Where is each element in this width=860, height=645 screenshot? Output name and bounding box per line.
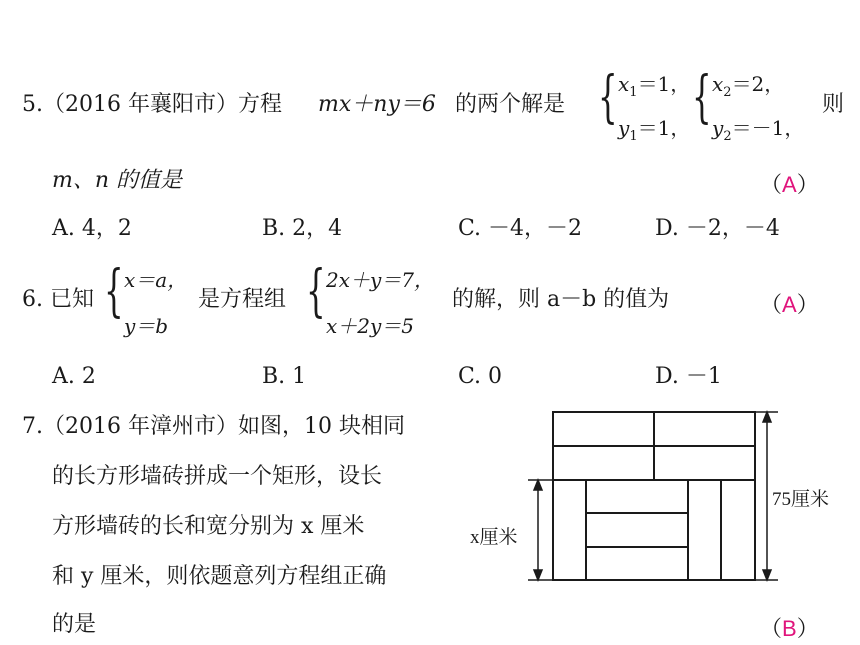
q6-option-a: A. 2 (52, 364, 96, 389)
q6-system-1: x＝a， y＝b (124, 268, 188, 338)
q7-line-3: 方形墙砖的长和宽分别为 x 厘米 (52, 514, 365, 539)
q6-option-b: B. 1 (262, 364, 307, 389)
q6-option-c: C. 0 (458, 364, 503, 389)
q6-suffix: 的解，则 a－b 的值为 (452, 287, 670, 312)
q7-answer: （B） (760, 616, 819, 642)
q5-line1-prefix: 5.（2016 年襄阳市）方程 (22, 92, 289, 117)
q5-solution-2: $x_2=2$， $y_2=-1$， (712, 72, 805, 144)
q5-equation: mx＋ny＝6 (318, 92, 436, 117)
q5-line2: m、n 的值是 (52, 168, 183, 193)
q5-option-b: B. 2，4 (262, 216, 343, 241)
q6-system-2: 2x＋y＝7， x＋2y＝5 (326, 268, 435, 338)
q5-line1-suffix: 则 (822, 92, 845, 117)
figure-label-x: x厘米 (470, 527, 518, 548)
dimension-arrow-75 (763, 412, 771, 580)
q5-brace-2: { (692, 65, 712, 130)
q6-mid-text: 是方程组 (198, 287, 287, 312)
q6-prefix: 6. 已知 (22, 287, 94, 312)
q7-line-2: 的长方形墙砖拼成一个矩形，设长 (52, 464, 383, 489)
q7-line-4: 和 y 厘米，则依题意列方程组正确 (52, 564, 387, 589)
q5-option-d: D. －2，－4 (655, 216, 780, 241)
q5-solution-1: $x_1=1$， $y_1=1$， (618, 72, 691, 144)
dimension-arrow-x (534, 480, 542, 580)
figure-label-75: 75厘米 (772, 489, 830, 510)
q7-line-5: 的是 (52, 612, 97, 637)
q5-brace-1: { (598, 65, 618, 130)
q6-brace-1: { (104, 259, 124, 324)
q6-answer: （A） (760, 292, 819, 318)
q5-mid-text: 的两个解是 (448, 92, 565, 117)
q5-answer: （A） (760, 172, 819, 198)
q6-option-d: D. －1 (655, 364, 722, 389)
q6-brace-2: { (306, 259, 326, 324)
q5-option-a: A. 4，2 (52, 216, 132, 241)
q7-line-1: 7.（2016 年漳州市）如图，10 块相同 (22, 414, 405, 439)
q5-option-c: C. －4，－2 (458, 216, 583, 241)
